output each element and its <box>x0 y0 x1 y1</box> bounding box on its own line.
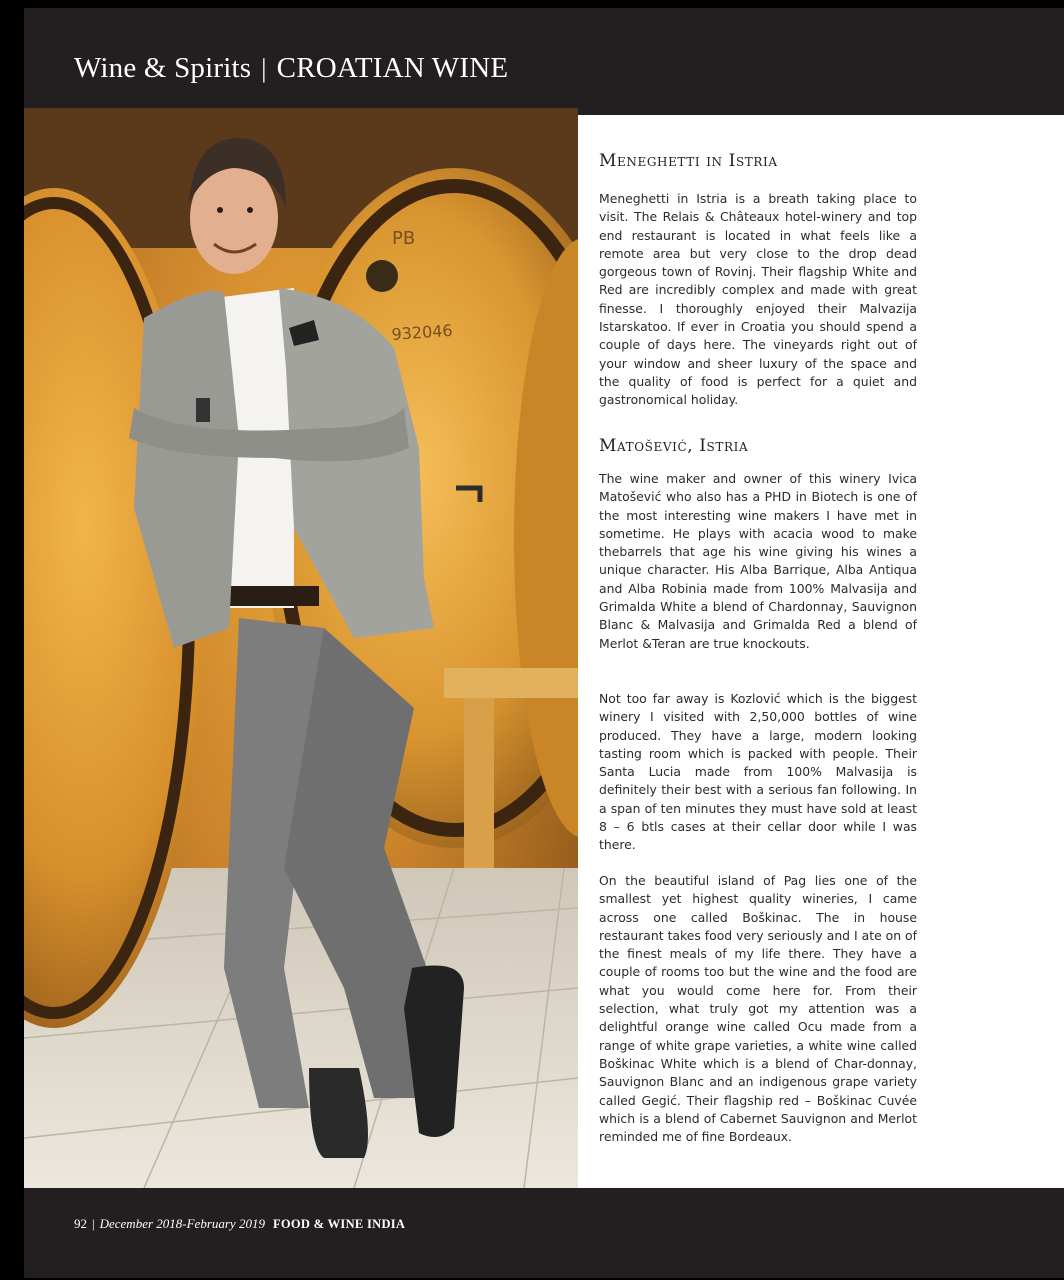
eye-left <box>217 207 223 213</box>
header-topic: CROATIAN WINE <box>276 52 509 84</box>
page-number: 92 <box>74 1216 87 1231</box>
article-text-panel <box>578 115 1064 1188</box>
issue-date: December 2018-February 2019 <box>99 1216 265 1231</box>
header-separator: | <box>261 54 267 83</box>
shoe-left <box>309 1068 368 1158</box>
belt <box>224 586 319 606</box>
barrel-stencil: PB <box>392 228 416 249</box>
header-title <box>74 52 508 85</box>
page-header <box>24 8 1064 108</box>
magazine-name: FOOD & WINE INDIA <box>272 1217 406 1231</box>
barrel-plaque-icon <box>366 260 398 292</box>
magazine-page <box>24 8 1064 1278</box>
wristwatch-icon <box>196 398 210 422</box>
page-footer <box>74 1216 405 1232</box>
paragraph-boskinac: On the beautiful island of Pag lies one of the smallest yet highest quality wineries, I came across one called Boškinac. The in house restaurant takes food very seriously and I ate on of the finest meals of my life there. They have a couple of rooms too but the wine and the food are what you would come here for. From their selection, what truly got my attention was a delightful orange wine called Ocu made from a range of white grape varieties, a white wine called Boškinac White which is a blend of Char-donnay, Sauvignon Blanc and an indigenous grape variety called Gegić. Their flagship red – Boškinac Cuvée which is a blend of Cabernet Sauvignon and Merlot reminded me of fine Bordeaux. <box>599 873 917 1145</box>
barrel-stand <box>444 668 578 698</box>
barrel-stand-leg <box>464 698 494 868</box>
eye-right <box>247 207 253 213</box>
header-section: Wine & Spirits <box>74 52 252 84</box>
paragraph-matosevic: The wine maker and owner of this winery Ivica Matošević who also has a PHD in Biotech is one of the most interesting wine makers I have met in sometime. He plays with acacia wood to make thebarrels that age his wine giving his wines a unique character. His Alba Barrique, Alba Antiqua and Alba Robinia made from 100% Malvasija and Grimalda White a blend of Chardonnay, Sauvignon Blanc & Malvasija and Grimalda Red a blend of Merlot &Teran are true knockouts. <box>599 471 917 651</box>
footer-separator: | <box>92 1216 95 1231</box>
paragraph-meneghetti: Meneghetti in Istria is a breath taking place to visit. The Relais & Châteaux hotel-winery and top end restaurant is located in what feels like a remote area but very close to the drop dead gorgeous town of Rovinj. Their flagship White and Red are incredibly complex and made with great finesse. I thoroughly enjoyed their Malvazija Istarskatoo. If ever in Croatia you should spend a couple of days here. The vineyards right out of your window and sheer luxury of the space and the quality of food is perfect for a quiet and gastronomical holiday. <box>599 191 917 408</box>
winemaker-illustration <box>24 108 578 1188</box>
paragraph-kozlovic: Not too far away is Kozlović which is the biggest winery I visited with 2,50,000 bottles of wine produced. They have a large, modern looking tasting room which is packed with people. Their Santa Lucia made from 100% Malvasija is definitely their best with a serious fan following. In a span of ten minutes they must have sold at least 8 – 6 btls cases at their cellar door while I was there. <box>599 691 917 853</box>
section-title-matosevic: Matošević, Istria <box>599 436 749 456</box>
barrel-number: 932046 <box>390 320 454 344</box>
section-title-meneghetti: Meneghetti in Istria <box>599 151 778 171</box>
winemaker-photo <box>24 108 578 1188</box>
